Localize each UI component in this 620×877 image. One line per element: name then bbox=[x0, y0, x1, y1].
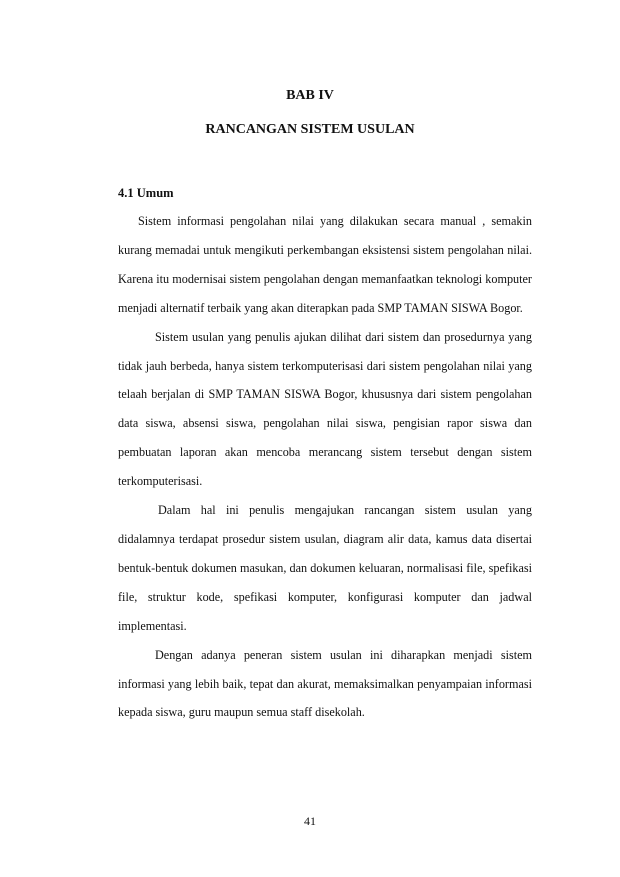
page-number: 41 bbox=[304, 814, 316, 828]
paragraph: Sistem usulan yang penulis ajukan dilihat dari sistem dan prosedurnya yang tidak jauh berbeda, hanya sistem terkomputerisasi dari sistem pengolahan nilai yang telaah berjalan di SMP TAMAN SISWA Bogor, khususnya dari sistem pengolahan data siswa, absensi siswa, pengolahan nilai siswa, pengisian rapor siswa dan pembuatan laporan akan mencoba merancang sistem tersebut dengan sistem terkomputerisasi. bbox=[118, 329, 532, 489]
chapter-title: RANCANGAN SISTEM USULAN bbox=[205, 122, 415, 137]
paragraph: Dengan adanya peneran sistem usulan ini diharapkan menjadi sistem informasi yang lebih baik, tepat dan akurat, memaksimalkan penyampaian informasi kepada siswa, guru maupun semua staff disekolah. bbox=[118, 647, 532, 720]
paragraph: Sistem informasi pengolahan nilai yang dilakukan secara manual , semakin kurang memadai untuk mengikuti perkembangan eksistensi sistem pengolahan nilai. Karena itu modernisai sistem pengolahan dengan memanfaatkan teknologi komputer menjadi alternatif terbaik yang akan diterapkan pada SMP TAMAN SISWA Bogor. bbox=[118, 214, 532, 315]
section-heading: 4.1 Umum bbox=[118, 186, 174, 200]
chapter-number: BAB IV bbox=[286, 88, 334, 103]
body-text bbox=[118, 207, 532, 727]
paragraph: Dalam hal ini penulis mengajukan rancangan sistem usulan yang didalamnya terdapat prosedur sistem usulan, diagram alir data, kamus data disertai bentuk-bentuk dokumen masukan, dan dokumen keluaran, normalisasi file, spefikasi file, struktur kode, spefikasi komputer, konfigurasi komputer dan jadwal implementasi. bbox=[118, 503, 532, 633]
